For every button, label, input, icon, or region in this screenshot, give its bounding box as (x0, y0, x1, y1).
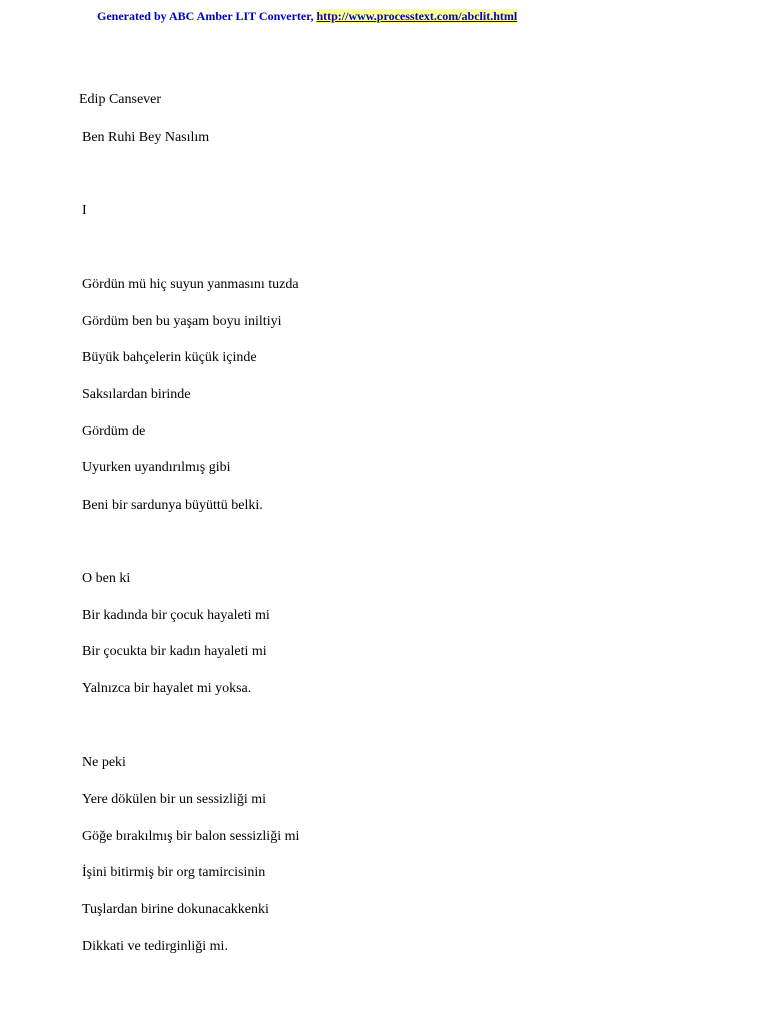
poem-line: İşini bitirmiş bir org tamircisinin (82, 865, 266, 880)
poem-line: Gördüm ben bu yaşam boyu iniltiyi (82, 314, 282, 329)
banner-prefix: Generated by ABC Amber LIT Converter, (97, 9, 317, 23)
poem-line: Gördüm de (82, 424, 146, 439)
poem-line: Ne peki (82, 755, 126, 770)
poem-line: O ben ki (82, 571, 131, 586)
poem-line: Dikkati ve tedirginliği mi. (82, 939, 228, 954)
poem-line: Yalnızca bir hayalet mi yoksa. (82, 681, 252, 696)
poem-line: Saksılardan birinde (82, 387, 191, 402)
poem-line: Tuşlardan birine dokunacakkenki (82, 902, 269, 917)
poem-line: Bir çocukta bir kadın hayaleti mi (82, 644, 267, 659)
poem-line: Bir kadında bir çocuk hayaleti mi (82, 608, 270, 623)
section-numeral: I (82, 203, 87, 218)
poem-title: Ben Ruhi Bey Nasılım (82, 130, 210, 145)
poem-line: Yere dökülen bir un sessizliği mi (82, 792, 267, 807)
converter-link[interactable]: http://www.processtext.com/abclit.html (316, 9, 518, 23)
author-name: Edip Cansever (79, 92, 162, 107)
converter-banner (97, 8, 517, 24)
poem-line: Göğe bırakılmış bir balon sessizliği mi (82, 829, 300, 844)
poem-line: Beni bir sardunya büyüttü belki. (82, 498, 263, 513)
poem-line: Büyük bahçelerin küçük içinde (82, 350, 257, 365)
poem-line: Gördün mü hiç suyun yanmasını tuzda (82, 277, 299, 292)
poem-line: Uyurken uyandırılmış gibi (82, 460, 231, 475)
